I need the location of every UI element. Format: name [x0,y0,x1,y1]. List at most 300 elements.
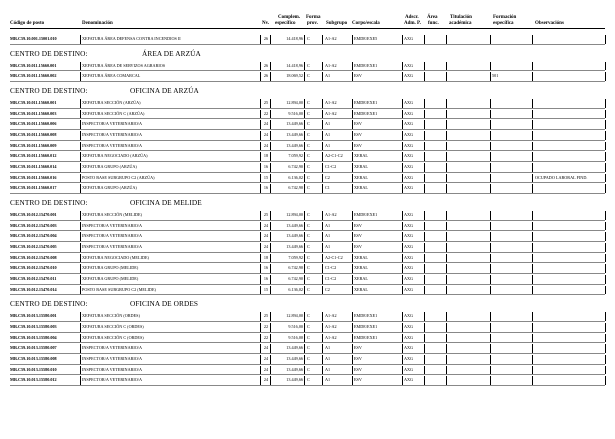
column-divider [424,99,425,108]
posto-adscripcion: AXG [404,121,414,127]
column-divider [352,163,353,172]
column-divider [605,152,606,161]
posto-code: MR.C59.10.012.15470.004 [10,233,57,239]
table-row [0,322,615,333]
posto-complemento: 13.449,66 [286,121,303,127]
column-divider [304,376,305,385]
column-divider [260,312,261,321]
row-rule [10,193,605,194]
column-divider [532,152,533,161]
column-divider [446,243,447,252]
posto-nivel: 18 [263,153,269,159]
posto-complemento: 12.894,00 [286,313,303,319]
table-row [0,151,615,162]
column-divider [304,72,305,81]
table-row [0,210,615,221]
posto-denominacion: INSPECTOR/A VETERINARIO/A [82,142,142,148]
posto-code: MR.C59.10.011.15660.009 [10,142,57,148]
column-divider [304,243,305,252]
posto-nivel: 22 [263,334,269,340]
table-row [0,98,615,109]
column-divider [80,366,81,375]
column-divider [260,254,261,263]
posto-subgrupo: A1-A2 [325,100,337,105]
posto-nivel: 25 [263,313,269,319]
column-divider [352,286,353,295]
column-divider [260,163,261,172]
posto-corpo-escala: EMDE/EXE5 [354,36,378,41]
column-divider [532,323,533,332]
column-divider [490,323,491,332]
column-divider [424,35,425,44]
posto-corpo-escala: ESV [354,366,362,372]
column-divider [80,211,81,220]
column-divider [446,99,447,108]
column-divider [260,376,261,385]
posto-forma-provision: C [307,324,310,330]
posto-corpo-escala: ESV [354,356,362,362]
posto-adscripcion: AXG [404,334,414,340]
column-divider [446,286,447,295]
posto-complemento: 14.418,96 [286,36,303,41]
posto-corpo-escala: XERAL [354,265,368,271]
table-row [0,130,615,141]
column-divider [424,142,425,151]
posto-nivel: 26 [263,36,269,41]
posto-adscripcion: AXG [404,153,414,159]
posto-subgrupo: A2-C1-C2 [325,153,343,159]
posto-forma-provision: C [307,276,310,282]
posto-subgrupo: A2-C1-C2 [325,254,343,260]
posto-nivel: 18 [263,254,269,260]
column-divider [490,232,491,241]
posto-nivel: 16 [263,276,269,282]
column-divider [424,376,425,385]
column-divider [322,131,323,140]
column-divider [352,355,353,364]
column-divider [424,232,425,241]
column-divider [532,222,533,231]
column-divider [532,163,533,172]
column-divider [532,142,533,151]
posto-nivel: 24 [263,121,269,127]
table-row [0,34,615,45]
column-divider [446,110,447,119]
column-divider [605,35,606,44]
posto-adscripcion: AXG [404,233,414,239]
posto-adscripcion: AXG [404,62,414,68]
column-divider [304,286,305,295]
posto-corpo-escala: ESV [354,244,362,250]
posto-forma-provision: C [307,233,310,239]
column-divider [304,355,305,364]
column-divider [260,243,261,252]
posto-nivel: 15 [263,174,269,180]
posto-code: MR.C59.10.013.15580.012 [10,377,57,383]
column-divider [532,334,533,343]
column-divider [490,211,491,220]
table-row [0,231,615,242]
posto-complemento: 13.449,66 [286,366,303,372]
column-divider [260,152,261,161]
column-divider [446,152,447,161]
posto-complemento: 6.742,90 [288,265,303,271]
column-divider [304,323,305,332]
posto-subgrupo: A1-A2 [325,313,337,319]
table-row [0,119,615,130]
header-subgrupo: Subgrupo [326,21,348,26]
table-row [0,253,615,264]
column-divider [490,344,491,353]
posto-denominacion: XEFATURA GRUPO (ARZÚA) [82,185,137,191]
column-divider [322,232,323,241]
posto-forma-provision: C [307,73,310,79]
header-formacion-1: Formación [493,15,517,20]
column-divider [605,366,606,375]
column-divider [322,243,323,252]
column-divider [490,254,491,263]
posto-denominacion: XEFATURA ÁREA DEFENSA CONTRA INCENDIOS II [82,36,181,41]
column-divider [402,232,403,241]
column-divider [304,152,305,161]
column-divider [352,323,353,332]
column-divider [352,232,353,241]
column-divider [352,184,353,193]
column-divider [446,184,447,193]
posto-adscripcion: AXG [404,100,414,105]
column-divider [260,62,261,71]
column-divider [402,72,403,81]
column-divider [80,323,81,332]
posto-subgrupo: A1 [325,222,331,228]
posto-adscripcion: AXG [404,212,414,218]
column-divider [490,99,491,108]
posto-nivel: 24 [263,222,269,228]
posto-complemento: 14.418,96 [286,62,303,68]
column-divider [490,184,491,193]
column-divider [260,184,261,193]
column-divider [402,323,403,332]
header-nv: Nv. [262,21,270,26]
posto-complemento: 13.449,66 [286,345,303,351]
centro-destino-label: CENTRO DE DESTINO: [10,198,88,208]
column-divider [605,142,606,151]
column-divider [80,163,81,172]
posto-code: MR.C59.10.013.15580.001 [10,313,57,319]
column-divider [402,131,403,140]
posto-denominacion: XEFATURA GRUPO (ARZÚA) [82,164,137,170]
posto-adscripcion: AXG [404,222,414,228]
column-divider [304,366,305,375]
column-divider [304,275,305,284]
column-divider [490,222,491,231]
row-rule [10,294,605,295]
column-divider [304,163,305,172]
posto-subgrupo: C2 [325,174,330,180]
column-divider [424,243,425,252]
column-divider [402,254,403,263]
column-divider [532,62,533,71]
column-divider [352,131,353,140]
posto-denominacion: XEFATURA SECCIÓN C (ORDES) [82,324,144,330]
column-divider [352,275,353,284]
posto-complemento: 13.449,66 [286,244,303,250]
posto-formacion: 501 [492,73,499,79]
column-divider [322,344,323,353]
posto-forma-provision: C [307,212,310,218]
posto-denominacion: XEFATURA NEGOCIADO (MELIDE) [82,254,149,260]
column-divider [322,62,323,71]
posto-forma-provision: C [307,356,310,362]
posto-adscripcion: AXG [404,265,414,271]
posto-subgrupo: A1-A2 [325,110,337,116]
column-divider [605,243,606,252]
column-divider [80,232,81,241]
column-divider [260,142,261,151]
posto-denominacion: INSPECTOR/A VETERINARIO/A [82,345,142,351]
posto-forma-provision: C [307,100,310,105]
column-divider [490,264,491,273]
posto-denominacion: POSTO BASE SUBGRUPO C2 (MELIDE) [82,286,156,292]
column-divider [80,286,81,295]
column-divider [80,376,81,385]
table-row [0,311,615,322]
column-divider [260,99,261,108]
posto-nivel: 15 [263,286,269,292]
posto-denominacion: XEFATURA NEGOCIADO (ARZÚA) [82,153,148,159]
column-divider [402,174,403,183]
column-divider [352,35,353,44]
column-divider [424,163,425,172]
column-divider [322,286,323,295]
posto-corpo-escala: ESV [354,222,362,228]
table-row [0,365,615,376]
column-divider [605,254,606,263]
posto-corpo-escala: XERAL [354,164,368,170]
column-divider [424,110,425,119]
header-forma-2: prov. [307,21,318,26]
column-divider [490,62,491,71]
posto-subgrupo: A1 [325,121,331,127]
column-divider [532,376,533,385]
column-divider [322,99,323,108]
column-divider [80,131,81,140]
table-row [0,375,615,386]
posto-subgrupo: C1-C2 [325,164,337,170]
column-divider [260,344,261,353]
posto-code: MR.C59.10.011.15660.006 [10,121,57,127]
column-divider [304,312,305,321]
column-divider [532,174,533,183]
posto-adscripcion: AXG [404,73,414,79]
column-divider [605,344,606,353]
column-divider [352,142,353,151]
centro-destino-name: ÁREA DE ARZÚA [142,48,201,58]
column-divider [402,376,403,385]
column-divider [446,62,447,71]
column-divider [322,184,323,193]
column-divider [80,243,81,252]
column-divider [260,131,261,140]
posto-subgrupo: A1 [325,244,331,250]
posto-adscripcion: AXG [404,185,414,191]
column-divider [490,376,491,385]
table-row [0,173,615,184]
centro-destino-label: CENTRO DE DESTINO: [10,86,88,95]
column-divider [446,232,447,241]
column-divider [322,312,323,321]
column-divider [80,344,81,353]
column-divider [402,110,403,119]
column-divider [402,344,403,353]
column-divider [605,323,606,332]
posto-subgrupo: A1-A2 [325,36,337,41]
column-divider [352,110,353,119]
posto-denominacion: XEFATURA SECCIÓN (MELIDE) [82,212,142,218]
column-divider [532,254,533,263]
posto-complemento: 13.449,66 [286,142,303,148]
column-divider [490,163,491,172]
posto-adscripcion: AXG [404,366,414,372]
column-divider [490,110,491,119]
column-divider [605,222,606,231]
column-divider [446,366,447,375]
column-divider [605,110,606,119]
posto-denominacion: XEFATURA GRUPO (MELIDE) [82,265,139,271]
column-divider [446,376,447,385]
column-divider [605,355,606,364]
posto-adscripcion: AXG [404,286,414,292]
column-divider [446,72,447,81]
column-divider [304,232,305,241]
posto-complemento: 6.742,90 [288,276,303,282]
header-observacions: Observacións [535,21,564,26]
column-divider [605,99,606,108]
posto-corpo-escala: XERAL [354,153,368,159]
table-row [0,61,615,72]
column-divider [80,334,81,343]
posto-corpo-escala: XERAL [354,185,368,191]
centro-destino-name: OFICINA DE ORDES [130,299,199,309]
column-divider [402,355,403,364]
column-divider [424,275,425,284]
posto-corpo-escala: EMDE/EXE1 [354,313,378,319]
centro-destino-label: CENTRO DE DESTINO: [10,48,88,58]
posto-denominacion: INSPECTOR/A VETERINARIO/A [82,233,142,239]
column-divider [605,184,606,193]
posto-forma-provision: C [307,174,310,180]
column-divider [322,110,323,119]
column-divider [490,174,491,183]
posto-nivel: 25 [263,212,269,218]
column-divider [80,264,81,273]
posto-corpo-escala: ESV [354,345,362,351]
column-divider [402,142,403,151]
column-divider [490,120,491,129]
posto-nivel: 24 [263,356,269,362]
table-row [0,242,615,253]
posto-corpo-escala: XERAL [354,276,368,282]
column-divider [490,312,491,321]
posto-adscripcion: AXG [404,313,414,319]
column-divider [304,222,305,231]
posto-corpo-escala: EMDE/EXE1 [354,100,378,105]
column-divider [490,142,491,151]
posto-forma-provision: C [307,110,310,116]
column-divider [424,152,425,161]
column-divider [304,174,305,183]
posto-forma-provision: C [307,334,310,340]
column-divider [80,312,81,321]
column-divider [352,174,353,183]
column-divider [446,323,447,332]
header-complem-1: Complem. [278,15,301,20]
posto-nivel: 26 [263,62,269,68]
posto-nivel: 22 [263,110,269,116]
column-divider [605,312,606,321]
posto-subgrupo: C2 [325,286,330,292]
posto-corpo-escala: EMDE/EXE1 [354,212,378,218]
posto-forma-provision: C [307,36,310,41]
column-divider [322,174,323,183]
posto-forma-provision: C [307,265,310,271]
column-divider [605,163,606,172]
column-divider [260,334,261,343]
column-divider [352,222,353,231]
column-divider [424,62,425,71]
centro-destino-label: CENTRO DE DESTINO: [10,299,88,309]
posto-complemento: 13.449,66 [286,356,303,362]
column-divider [80,254,81,263]
posto-adscripcion: AXG [404,244,414,250]
column-divider [260,174,261,183]
column-divider [532,366,533,375]
column-divider [532,286,533,295]
posto-corpo-escala: EMDE/EXE1 [354,334,378,340]
posto-adscripcion: AXG [404,174,414,180]
header-area-1: Área [427,15,438,20]
posto-code: MR.C59.10.012.15470.005 [10,244,57,250]
column-divider [424,366,425,375]
posto-code: MR.C59.10.013.15580.007 [10,345,57,351]
column-divider [424,312,425,321]
posto-forma-provision: C [307,366,310,372]
posto-forma-provision: C [307,62,310,68]
posto-complemento: 6.136,02 [288,286,303,292]
posto-nivel: 16 [263,265,269,271]
posto-subgrupo: C1-C2 [325,276,337,282]
header-codigo: Código de posto [10,21,45,26]
posto-complemento: 7.059,92 [288,153,303,159]
column-divider [80,355,81,364]
posto-code: MR.C59.10.011.15660.014 [10,164,57,170]
header-adscr-2: Adm. P. [404,21,421,26]
column-divider [490,152,491,161]
posto-code: MR.C59.10.012.15470.010 [10,265,57,271]
column-divider [304,120,305,129]
table-row [0,162,615,173]
column-divider [532,110,533,119]
posto-forma-provision: C [307,222,310,228]
posto-nivel: 22 [263,324,269,330]
column-divider [322,334,323,343]
column-divider [352,62,353,71]
column-divider [322,211,323,220]
posto-corpo-escala: ESV [354,73,362,79]
posto-nivel: 24 [263,142,269,148]
column-divider [322,222,323,231]
column-divider [402,243,403,252]
